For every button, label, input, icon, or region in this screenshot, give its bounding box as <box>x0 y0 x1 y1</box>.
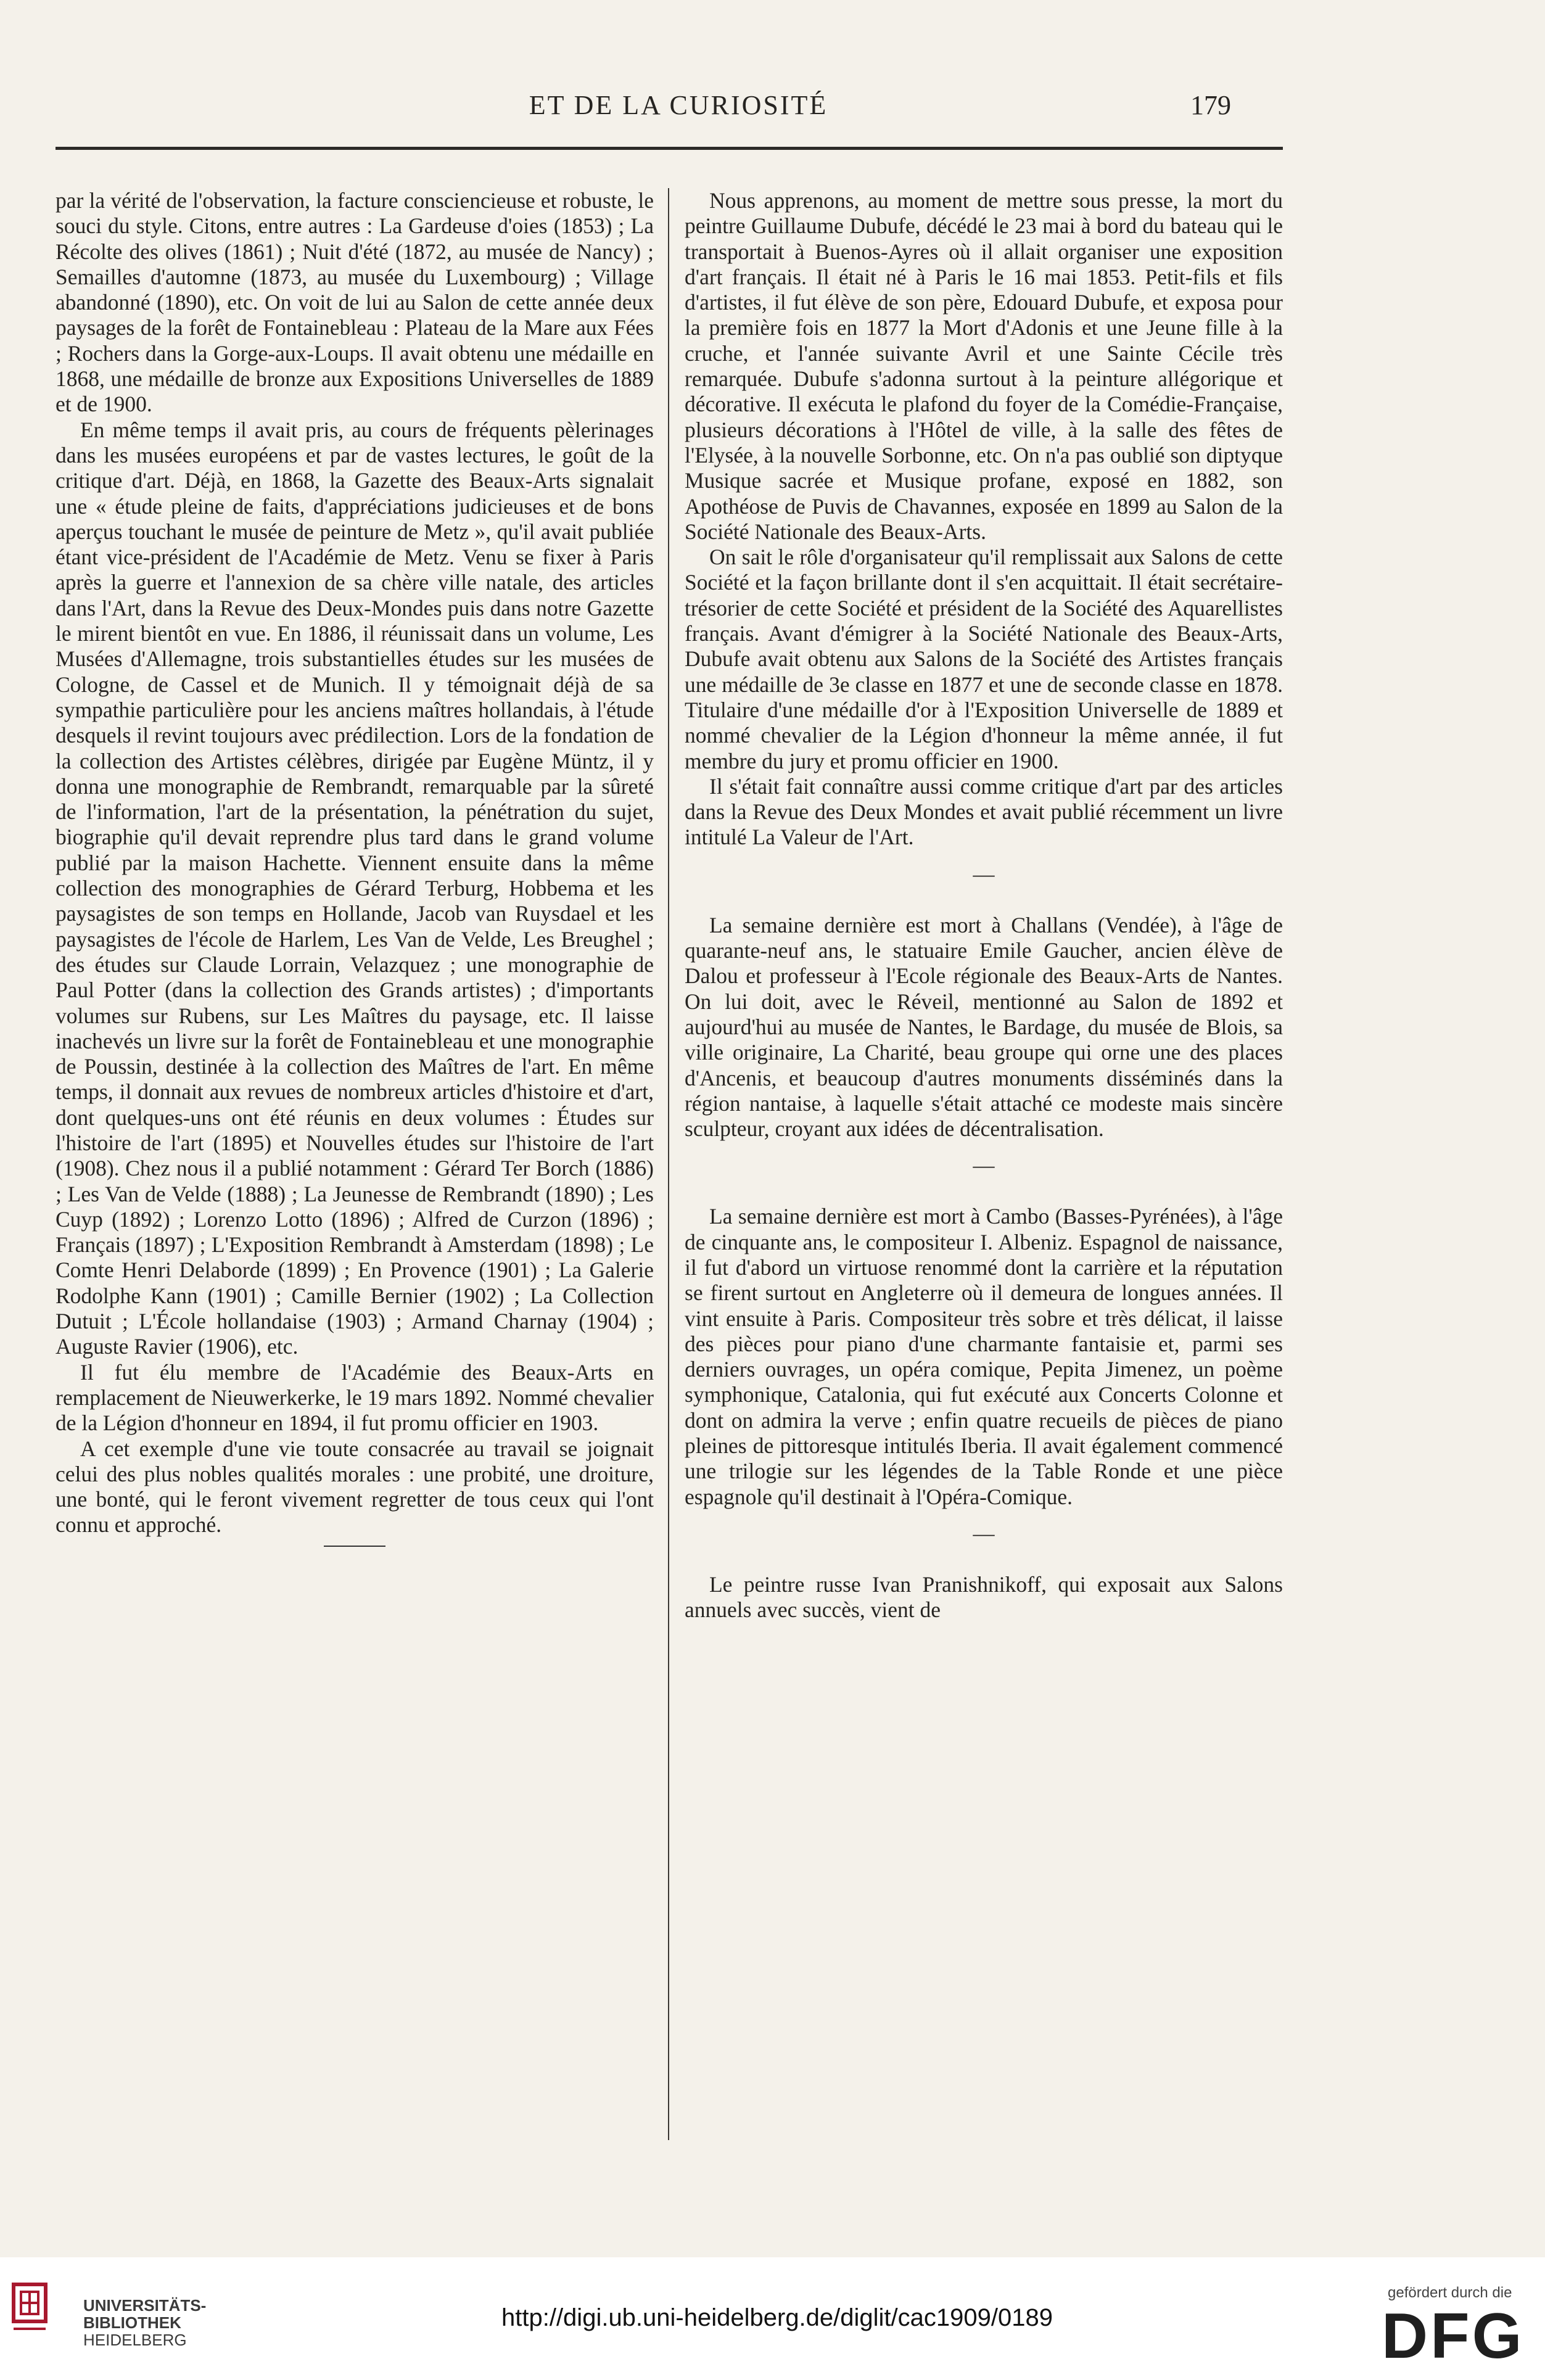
paragraph: La semaine dernière est mort à Challans (Vendée), à l'âge de quarante-neuf ans, le statuaire Emile Gaucher, ancien élève de Dalou et professeur à l'Ecole régionale des Beaux-Arts de Nantes. On lui doit, avec le Réveil, mentionné au Salon de 1892 et aujourd'hui au musée de Nantes, le Bardage, du musée de Blois, sa ville originaire, La Charité, beau groupe qui orne une des places d'Ancenis, et beaucoup d'autres monuments disséminés dans la région nantaise, à laquelle s'était attaché ce modeste mais sincère sculpteur, croyant aux idées de décentralisation. <box>685 912 1283 1142</box>
dfg-logo: DFG <box>1382 2300 1525 2372</box>
right-column <box>685 188 1283 2149</box>
page-number: 179 <box>1190 90 1231 120</box>
paragraph: Il s'était fait connaître aussi comme critique d'art par des articles dans la Revue des Deux Mondes et avait publié récemment un livre intitulé La Valeur de l'Art. <box>685 773 1283 850</box>
paragraph: Le peintre russe Ivan Pranishnikoff, qui exposait aux Salons annuels avec succès, vient de <box>685 1571 1283 1623</box>
paragraph: par la vérité de l'observation, la facture consciencieuse et robuste, le souci du style. Citons, entre autres : La Gardeuse d'oies (1853) ; La Récolte des olives (1861) ; Nuit d'été (1872, au musée de Nancy) ; Semailles d'automne (1873, au musée du Luxembourg) ; Village abandonné (1890), etc. On voit de lui au Salon de cette année deux paysages de la forêt de Fontainebleau : Plateau de la Mare aux Fées ; Rochers dans la Gorge-aux-Loups. Il avait obtenu une médaille en 1868, une médaille de bronze aux Expositions Universelles de 1889 et de 1900. <box>56 188 654 417</box>
university-library-logo <box>10 2279 72 2353</box>
section-separator: — <box>973 862 995 886</box>
running-head <box>0 89 1545 133</box>
header-rule <box>56 147 1283 150</box>
column-divider <box>668 188 669 2140</box>
paragraph: Il fut élu membre de l'Académie des Beaux-Arts en remplacement de Nieuwerkerke, le 19 mars 1892. Nommé chevalier de la Légion d'honneur en 1894, il fut promu officier en 1903. <box>56 1359 654 1436</box>
funding-caption: gefördert durch die <box>1388 2284 1512 2301</box>
end-rule <box>324 1546 385 1547</box>
paragraph: On sait le rôle d'organisateur qu'il remplissait aux Salons de cette Société et la façon brillante dont il s'en acquittait. Il était secrétaire-trésorier de cette Société et président de la Société des Aquarellistes français. Avant d'émigrer à la Société Nationale des Beaux-Arts, Dubufe avait obtenu aux Salons de la Société des Artistes français une médaille de 3e classe en 1877 et une de seconde classe en 1878. Titulaire d'une médaille d'or à l'Exposition Universelle de 1889 et nommé chevalier de la Légion d'honneur la même année, il fut membre du jury et promu officier en 1900. <box>685 545 1283 773</box>
permalink[interactable]: http://digi.ub.uni-heidelberg.de/diglit/cac1909/0189 <box>501 2304 1053 2331</box>
section-separator: — <box>973 1521 995 1546</box>
paragraph: La semaine dernière est mort à Cambo (Basses-Pyrénées), à l'âge de cinquante ans, le compositeur I. Albeniz. Espagnol de naissance, il fut d'abord un virtuose renommé dont la carrière et la réputation se firent surtout en Angleterre où il demeura de longues années. Il vint ensuite à Paris. Compositeur très sobre et très délicat, il laisse des pièces pour piano d'une charmante fantaisie et, parmi ses derniers ouvrages, un opéra comique, Pepita Jimenez, un poème symphonique, Catalonia, qui fut exécuté aux Concerts Colonne et dont on admira la verve ; enfin quatre recueils de pièces de piano pleines de pittoresque intitulés Iberia. Il avait également commencé une trilogie sur les légendes de la Table Ronde et une pièce espagnole qu'il destinait à l'Opéra-Comique. <box>685 1204 1283 1509</box>
paragraph: Nous apprenons, au moment de mettre sous presse, la mort du peintre Guillaume Dubufe, décédé le 23 mai à bord du bateau qui le transportait à Buenos-Ayres où il allait organiser une exposition d'art français. Il était né à Paris le 16 mai 1853. Petit-fils et fils d'artistes, il fut élève de son père, Edouard Dubufe, et exposa pour la première fois en 1877 la Mort d'Adonis et une Jeune fille à la cruche, et l'année suivante Avril et une Sainte Cécile très remarquée. Dubufe s'adonna surtout à la peinture allégorique et décorative. Il exécuta le plafond du foyer de la Comédie-Française, plusieurs décorations à l'Hôtel de ville, à la salle des fêtes de l'Elysée, à la nouvelle Sorbonne, etc. On n'a pas oublié son diptyque Musique sacrée et Musique profane, exposé en 1882, son Apothéose de Puvis de Chavannes, exposée en 1899 au Salon de la Société Nationale des Beaux-Arts. <box>685 188 1283 544</box>
library-name: UNIVERSITÄTS- BIBLIOTHEK HEIDELBERG <box>83 2296 207 2349</box>
paragraph: En même temps il avait pris, au cours de fréquents pèlerinages dans les musées européens et par de vastes lectures, le goût de la critique d'art. Déjà, en 1868, la Gazette des Beaux-Arts signalait une « étude pleine de faits, d'appréciations judicieuses et de bons aperçus touchant le musée de peinture de Metz », qu'il avait publiée étant vice-président de l'Académie de Metz. Venu se fixer à Paris après la guerre et l'annexion de sa chère ville natale, des articles dans l'Art, dans la Revue des Deux-Mondes puis dans notre Gazette le mirent bientôt en vue. En 1886, il réunissait dans un volume, Les Musées d'Allemagne, trois substantielles études sur les musées de Cologne, de Cassel et de Munich. Il y témoignait déjà de sa sympathie particulière pour les anciens maîtres hollandais, à l'étude desquels il revint toujours avec prédilection. Lors de la fondation de la collection des Artistes célèbres, dirigée par Eugène Müntz, il y donna une monographie de Rembrandt, remarquable par la sûreté de l'information, l'art de la présentation, la pénétration du sujet, biographie qu'il devait reprendre plus tard dans le grand volume publié par la maison Hachette. Viennent ensuite dans la même collection des monographies de Gérard Terburg, Hobbema et les paysagistes de son temps en Hollande, Jacob van Ruysdael et les paysagistes de l'école de Harlem, Les Van de Velde, Les Breughel ; des études sur Claude Lorrain, Velazquez ; une monographie de Paul Potter (dans la collection des Grands artistes) ; d'importants volumes sur Rubens, sur Les Maîtres du paysage, etc. Il laisse inachevés un livre sur la forêt de Fontainebleau et une monographie de Poussin, destinée à la collection des Maîtres de l'art. En même temps, il donnait aux revues de nombreux articles d'histoire et d'art, dont quelques-uns ont été réunis en deux volumes : Études sur l'histoire de l'art (1895) et Nouvelles études sur l'histoire de l'art (1908). Chez nous il a publié notamment : Gérard Ter Borch (1886) ; Les Van de Velde (1888) ; La Jeunesse de Rembrandt (1890) ; Les Cuyp (1892) ; Lorenzo Lotto (1896) ; Alfred de Curzon (1896) ; Français (1897) ; L'Exposition Rembrandt à Amsterdam (1898) ; Le Comte Henri Delaborde (1899) ; En Provence (1901) ; La Galerie Rodolphe Kann (1901) ; Camille Bernier (1902) ; La Collection Dutuit ; L'École hollandaise (1903) ; Armand Charnay (1904) ; Auguste Ravier (1906), etc. <box>56 417 654 1359</box>
digitization-footer <box>0 2257 1545 2380</box>
left-column <box>56 188 654 2149</box>
paragraph: A cet exemple d'une vie toute consacrée au travail se joignait celui des plus nobles qualités morales : une probité, une droiture, une bonté, qui le feront vivement regretter de tous ceux qui l'ont connu et approché. <box>56 1436 654 1538</box>
section-separator: — <box>973 1153 995 1178</box>
running-title: ET DE LA CURIOSITÉ <box>529 90 828 120</box>
